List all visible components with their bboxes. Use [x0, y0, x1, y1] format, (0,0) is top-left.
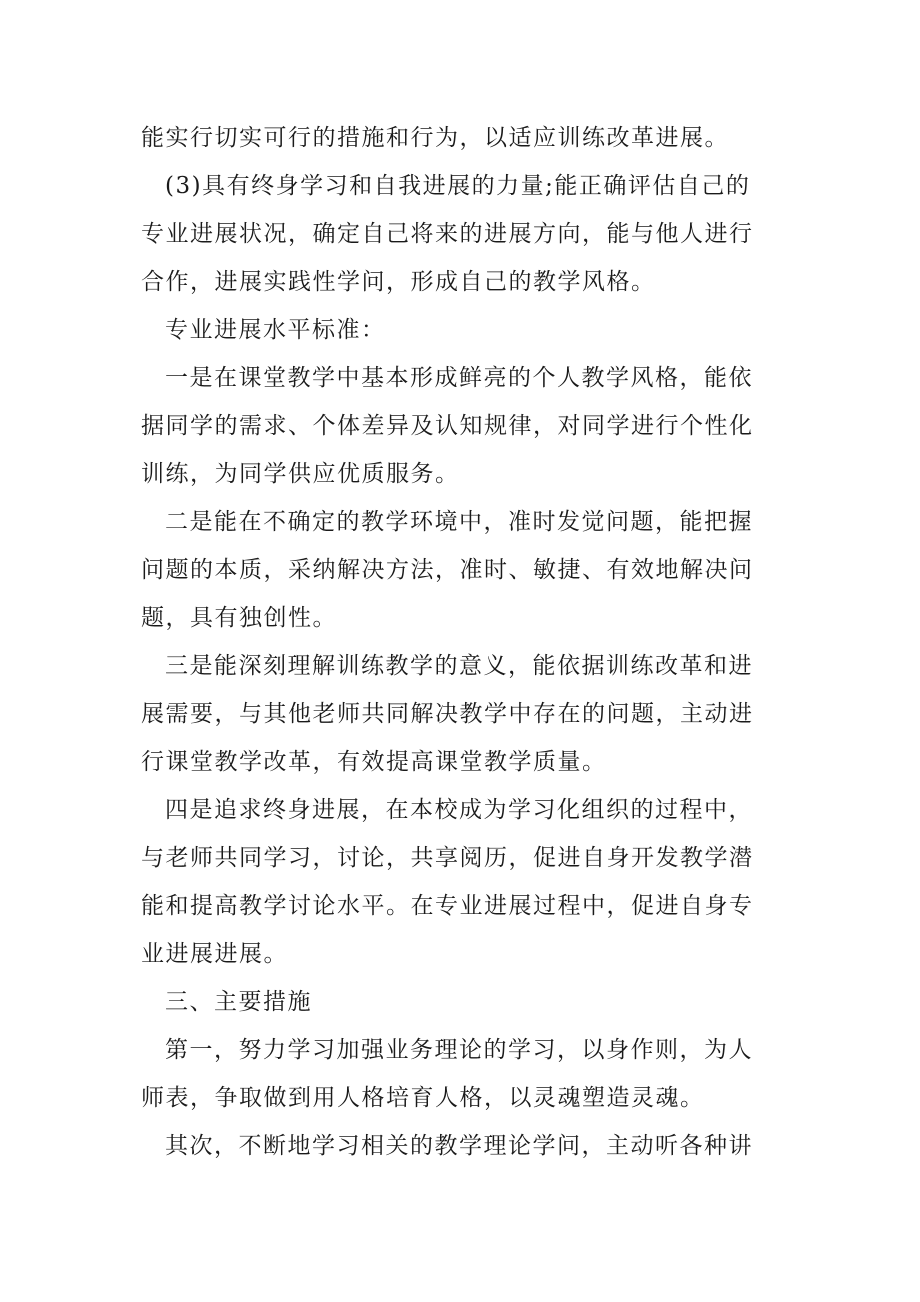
text-line: 一是在课堂教学中基本形成鲜亮的个人教学风格，能依 [165, 365, 753, 391]
text-line: 专业进展状况，确定自己将来的进展方向，能与他人进行 [141, 221, 754, 247]
text-line: (3)具有终身学习和自我进展的力量;能正确评估自己的 [165, 173, 751, 199]
text-line: 行课堂教学改革，有效提高课堂教学质量。 [141, 749, 607, 775]
text-line: 据同学的需求、个体差异及认知规律，对同学进行个性化 [141, 413, 754, 439]
text-line: 其次，不断地学习相关的教学理论学问，主动听各种讲 [165, 1133, 753, 1159]
text-line: 问题的本质，采纳解决方法，准时、敏捷、有效地解决问 [141, 557, 754, 583]
text-line: 能实行切实可行的措施和行为，以适应训练改革进展。 [141, 125, 729, 151]
text-line: 展需要，与其他老师共同解决教学中存在的问题，主动进 [141, 701, 754, 727]
text-line: 二是能在不确定的教学环境中，准时发觉问题，能把握 [165, 509, 753, 535]
text-line: 专业进展水平标准： [165, 317, 386, 343]
text-line: 训练，为同学供应优质服务。 [141, 461, 460, 487]
text-line: 题，具有独创性。 [141, 605, 337, 631]
text-line: 能和提高教学讨论水平。在专业进展过程中，促进自身专 [141, 893, 754, 919]
text-line: 师表，争取做到用人格培育人格，以灵魂塑造灵魂。 [141, 1085, 705, 1111]
body-text [141, 114, 761, 1170]
text-line: 业进展进展。 [141, 941, 288, 967]
text-line: 与老师共同学习，讨论，共享阅历，促进自身开发教学潜 [141, 845, 754, 871]
text-line: 三是能深刻理解训练教学的意义，能依据训练改革和进 [165, 653, 753, 679]
section-heading: 三、主要措施 [165, 989, 312, 1015]
text-line: 合作，进展实践性学问，形成自己的教学风格。 [141, 269, 656, 295]
text-line: 四是追求终身进展，在本校成为学习化组织的过程中， [165, 797, 753, 823]
text-line: 第一，努力学习加强业务理论的学习，以身作则，为人 [165, 1037, 753, 1063]
